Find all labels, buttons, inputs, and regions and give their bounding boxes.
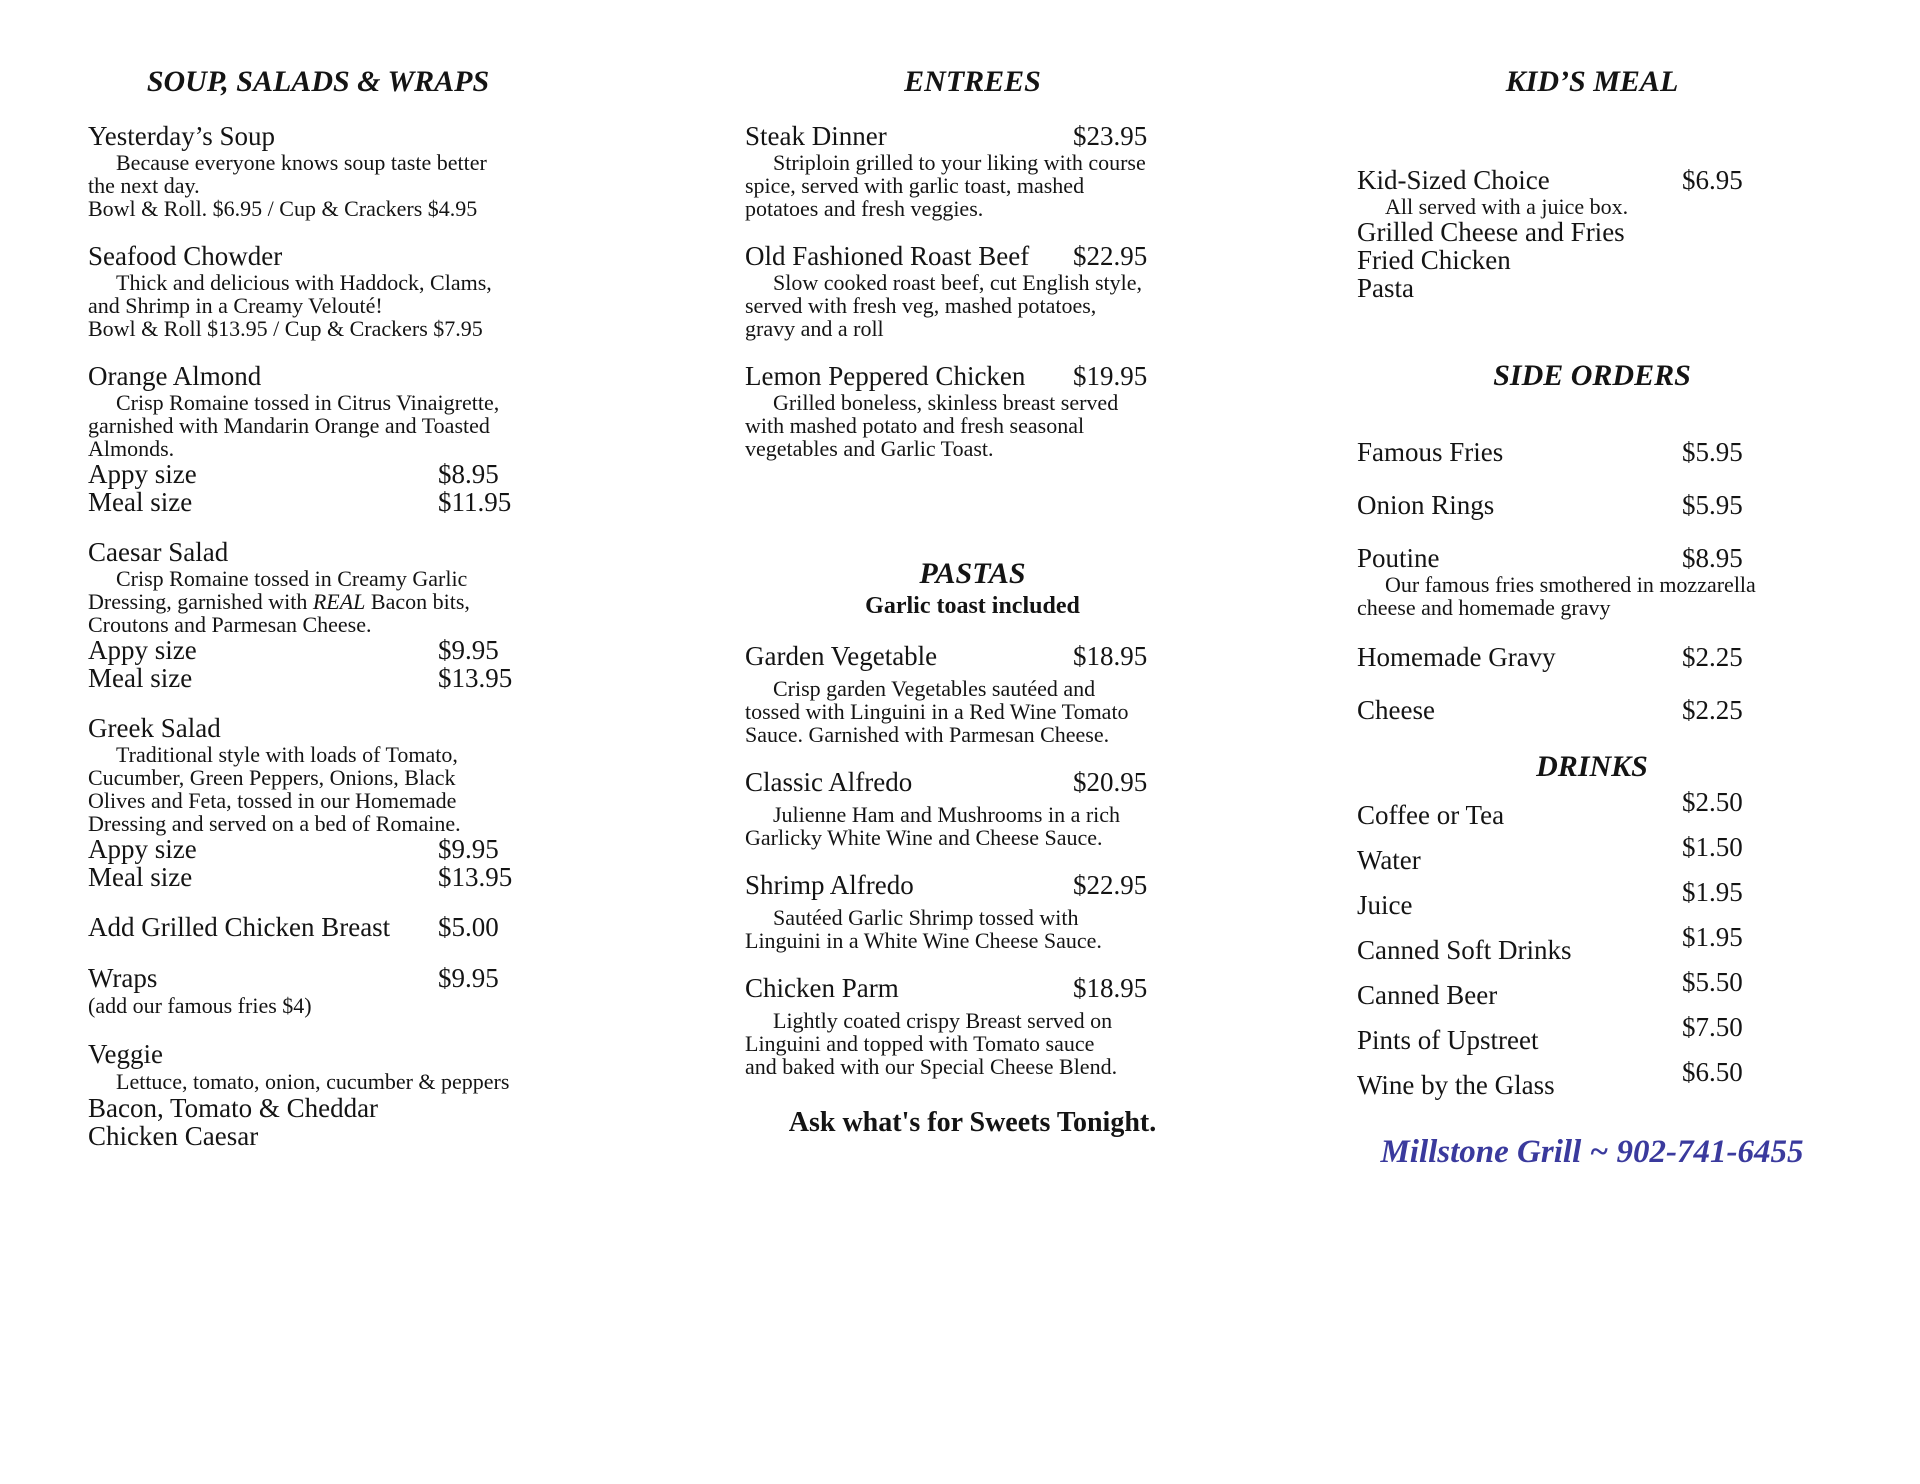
item-name: Meal size — [88, 862, 193, 892]
desc-line: Dressing and served on a bed of Romaine. — [88, 811, 461, 836]
desc-line: Olives and Feta, tossed in our Homemade — [88, 788, 457, 813]
menu-item — [88, 460, 548, 488]
item-price: $9.95 — [438, 963, 499, 993]
item-price: $8.95 — [1682, 543, 1743, 573]
menu-item — [88, 538, 548, 567]
menu-item — [88, 1094, 548, 1122]
item-description — [745, 803, 1200, 849]
item-name: Onion Rings — [1357, 490, 1495, 520]
section-title: KID’S MEAL — [1505, 65, 1679, 98]
item-description — [745, 271, 1200, 340]
menu-item — [88, 362, 548, 391]
desc-line: Our famous fries smothered in mozzarella — [1385, 572, 1756, 597]
menu-item — [1357, 922, 1827, 965]
desc-line: Crisp garden Vegetables sautéed and — [773, 676, 1096, 701]
menu-item — [88, 122, 548, 151]
menu-item — [88, 1069, 548, 1094]
item-name: Pasta — [1357, 273, 1414, 303]
desc-line: Sauce. Garnished with Parmesan Cheese. — [745, 722, 1110, 747]
menu-item — [88, 488, 548, 516]
menu-section — [1357, 749, 1827, 1100]
item-description — [88, 391, 548, 460]
item-price: $23.95 — [1073, 121, 1148, 151]
item-name: Canned Soft Drinks — [1357, 935, 1572, 965]
menu-item — [745, 871, 1200, 900]
desc-line: All served with a juice box. — [1385, 194, 1629, 219]
desc-line: Traditional style with loads of Tomato, — [116, 742, 458, 767]
desc-segment: Bacon bits, — [365, 589, 470, 614]
menu-item — [745, 768, 1200, 797]
item-name: Add Grilled Chicken Breast — [88, 912, 391, 942]
item-name: Lemon Peppered Chicken — [745, 361, 1026, 391]
item-description — [745, 677, 1200, 746]
menu-item — [745, 122, 1200, 151]
item-description — [1357, 573, 1827, 619]
menu-item — [88, 863, 548, 891]
menu-item — [88, 835, 548, 863]
item-name: Meal size — [88, 487, 193, 517]
menu-item — [1357, 438, 1827, 467]
item-description — [745, 1009, 1200, 1078]
item-name: Grilled Cheese and Fries — [1357, 217, 1625, 247]
item-name: Lettuce, tomato, onion, cucumber & peppers — [116, 1069, 510, 1094]
menu-item — [745, 362, 1200, 391]
desc-line: Crisp Romaine tossed in Creamy Garlic — [116, 566, 468, 591]
menu-item — [88, 1122, 548, 1150]
item-price: $6.50 — [1682, 1057, 1743, 1087]
desc-line: gravy and a roll — [745, 316, 884, 341]
item-description — [88, 151, 548, 220]
item-name: Coffee or Tea — [1357, 800, 1505, 830]
item-name: Steak Dinner — [745, 121, 887, 151]
item-price: $1.95 — [1682, 877, 1743, 907]
desc-line: Crisp Romaine tossed in Citrus Vinaigrette, — [116, 390, 500, 415]
column-soups-salads-wraps — [88, 64, 548, 1150]
menu-item — [1357, 166, 1827, 195]
menu-item — [1357, 832, 1827, 875]
item-name: (add our famous fries $4) — [88, 993, 312, 1018]
menu-item — [88, 993, 548, 1018]
item-name: Famous Fries — [1357, 437, 1504, 467]
item-name: Appy size — [88, 459, 197, 489]
desc-line: Thick and delicious with Haddock, Clams, — [116, 270, 492, 295]
item-price: $18.95 — [1073, 973, 1148, 1003]
item-name: Homemade Gravy — [1357, 642, 1556, 672]
item-price: $2.25 — [1682, 642, 1743, 672]
item-name: Shrimp Alfredo — [745, 870, 914, 900]
desc-line: the next day. — [88, 173, 200, 198]
item-name: Wraps — [88, 963, 158, 993]
item-name: Greek Salad — [88, 713, 221, 743]
desc-line: Bowl & Roll $13.95 / Cup & Crackers $7.95 — [88, 316, 483, 341]
item-price: $5.95 — [1682, 490, 1743, 520]
desc-line: with mashed potato and fresh seasonal — [745, 413, 1085, 438]
desc-line: cheese and homemade gravy — [1357, 595, 1611, 620]
menu-item — [1357, 967, 1827, 1010]
item-price: $5.00 — [438, 912, 499, 942]
item-price: $20.95 — [1073, 767, 1148, 797]
desc-line: Cucumber, Green Peppers, Onions, Black — [88, 765, 456, 790]
item-price: $5.50 — [1682, 967, 1743, 997]
menu-item — [1357, 643, 1827, 672]
item-name: Chicken Caesar — [88, 1121, 259, 1151]
menu-item — [88, 913, 548, 942]
desc-line: Linguini and topped with Tomato sauce — [745, 1031, 1095, 1056]
item-name: Garden Vegetable — [745, 641, 938, 671]
item-name: Classic Alfredo — [745, 767, 913, 797]
section-subtitle: Garlic toast included — [865, 593, 1080, 619]
menu-item — [88, 964, 548, 993]
menu-item — [1357, 491, 1827, 520]
item-price: $7.50 — [1682, 1012, 1743, 1042]
desc-segment: Dressing, garnished with — [88, 589, 313, 614]
item-name: Seafood Chowder — [88, 241, 283, 271]
desc-line: served with fresh veg, mashed potatoes, — [745, 293, 1097, 318]
menu-item — [88, 1040, 548, 1069]
desc-line: Grilled boneless, skinless breast served — [773, 390, 1119, 415]
menu-item — [1357, 274, 1827, 302]
column-entrees-pastas — [745, 64, 1200, 1140]
item-description — [745, 391, 1200, 460]
section-title: SIDE ORDERS — [1493, 359, 1691, 392]
desc-line: Because everyone knows soup taste better — [116, 150, 487, 175]
item-price: $1.95 — [1682, 922, 1743, 952]
item-price: $8.95 — [438, 459, 499, 489]
menu-item — [1357, 544, 1827, 573]
desc-line: tossed with Linguini in a Red Wine Tomato — [745, 699, 1129, 724]
item-description — [1357, 195, 1827, 218]
item-name: Yesterday’s Soup — [88, 121, 276, 151]
section-title: SOUP, SALADS & WRAPS — [146, 65, 490, 98]
menu-item — [1357, 696, 1827, 725]
item-price: $9.95 — [438, 635, 499, 665]
menu-item — [88, 242, 548, 271]
item-name: Water — [1357, 845, 1421, 875]
item-price: $1.50 — [1682, 832, 1743, 862]
section-title: PASTAS — [919, 557, 1026, 590]
item-description — [745, 151, 1200, 220]
desc-segment: REAL — [312, 589, 366, 614]
desc-line: and baked with our Special Cheese Blend. — [745, 1054, 1118, 1079]
item-description — [88, 271, 548, 340]
desc-line: Lightly coated crispy Breast served on — [773, 1008, 1113, 1033]
item-name: Veggie — [88, 1039, 163, 1069]
item-name: Bacon, Tomato & Cheddar — [88, 1093, 379, 1123]
menu-item — [88, 714, 548, 743]
menu-section — [1357, 64, 1827, 302]
item-name: Canned Beer — [1357, 980, 1498, 1010]
item-price: $11.95 — [438, 487, 512, 517]
desc-line: spice, served with garlic toast, mashed — [745, 173, 1085, 198]
item-name: Fried Chicken — [1357, 245, 1511, 275]
menu-section — [745, 556, 1200, 1078]
item-description — [88, 743, 548, 835]
column-kids-sides-drinks — [1357, 64, 1827, 1172]
desc-line: garnished with Mandarin Orange and Toasted — [88, 413, 490, 438]
menu-item — [88, 636, 548, 664]
item-name: Kid-Sized Choice — [1357, 165, 1550, 195]
desc-line: Bowl & Roll. $6.95 / Cup & Crackers $4.95 — [88, 196, 478, 221]
menu-item — [1357, 1012, 1827, 1055]
item-name: Appy size — [88, 834, 197, 864]
item-name: Old Fashioned Roast Beef — [745, 241, 1030, 271]
menu-item — [745, 642, 1200, 671]
item-price: $2.50 — [1682, 787, 1743, 817]
item-name: Chicken Parm — [745, 973, 899, 1003]
desc-line: Slow cooked roast beef, cut English style, — [773, 270, 1143, 295]
item-name: Meal size — [88, 663, 193, 693]
desc-line: Julienne Ham and Mushrooms in a rich — [773, 802, 1121, 827]
menu-section — [745, 64, 1200, 460]
item-name: Wine by the Glass — [1357, 1070, 1555, 1100]
item-price: $22.95 — [1073, 870, 1148, 900]
section-title: DRINKS — [1536, 750, 1648, 783]
item-name: Juice — [1357, 890, 1413, 920]
menu-item — [1357, 1057, 1827, 1100]
item-name: Poutine — [1357, 543, 1440, 573]
desc-line: Linguini in a White Wine Cheese Sauce. — [745, 928, 1102, 953]
menu-item — [1357, 877, 1827, 920]
item-name: Appy size — [88, 635, 197, 665]
item-name: Pints of Upstreet — [1357, 1025, 1539, 1055]
item-description — [88, 567, 548, 636]
item-name: Caesar Salad — [88, 537, 229, 567]
desc-line: vegetables and Garlic Toast. — [745, 436, 994, 461]
item-description — [745, 906, 1200, 952]
item-price: $6.95 — [1682, 165, 1743, 195]
item-price: $13.95 — [438, 862, 513, 892]
menu-item — [88, 664, 548, 692]
menu-item — [745, 974, 1200, 1003]
desc-line: and Shrimp in a Creamy Velouté! — [88, 293, 383, 318]
item-price: $2.25 — [1682, 695, 1743, 725]
menu-item — [745, 242, 1200, 271]
item-price: $13.95 — [438, 663, 513, 693]
item-price: $19.95 — [1073, 361, 1148, 391]
menu-item — [1357, 246, 1827, 274]
menu-item — [1357, 787, 1827, 830]
menu-section — [1357, 358, 1827, 725]
menu-footnote: Ask what's for Sweets Tonight. — [788, 1107, 1157, 1138]
item-price: $22.95 — [1073, 241, 1148, 271]
restaurant-name-phone: Millstone Grill ~ 902-741-6455 — [1380, 1134, 1804, 1170]
desc-line: Almonds. — [88, 436, 175, 461]
item-name: Orange Almond — [88, 361, 262, 391]
item-price: $9.95 — [438, 834, 499, 864]
desc-line: Croutons and Parmesan Cheese. — [88, 612, 372, 637]
desc-line: potatoes and fresh veggies. — [745, 196, 984, 221]
desc-line — [88, 590, 548, 613]
desc-line: Striploin grilled to your liking with course — [773, 150, 1146, 175]
item-name: Cheese — [1357, 695, 1435, 725]
desc-line: Garlicky White Wine and Cheese Sauce. — [745, 825, 1103, 850]
item-price: $18.95 — [1073, 641, 1148, 671]
section-title: ENTREES — [904, 65, 1041, 98]
item-price: $5.95 — [1682, 437, 1743, 467]
desc-line: Sautéed Garlic Shrimp tossed with — [773, 905, 1079, 930]
menu-item — [1357, 218, 1827, 246]
menu-section — [88, 64, 548, 1150]
